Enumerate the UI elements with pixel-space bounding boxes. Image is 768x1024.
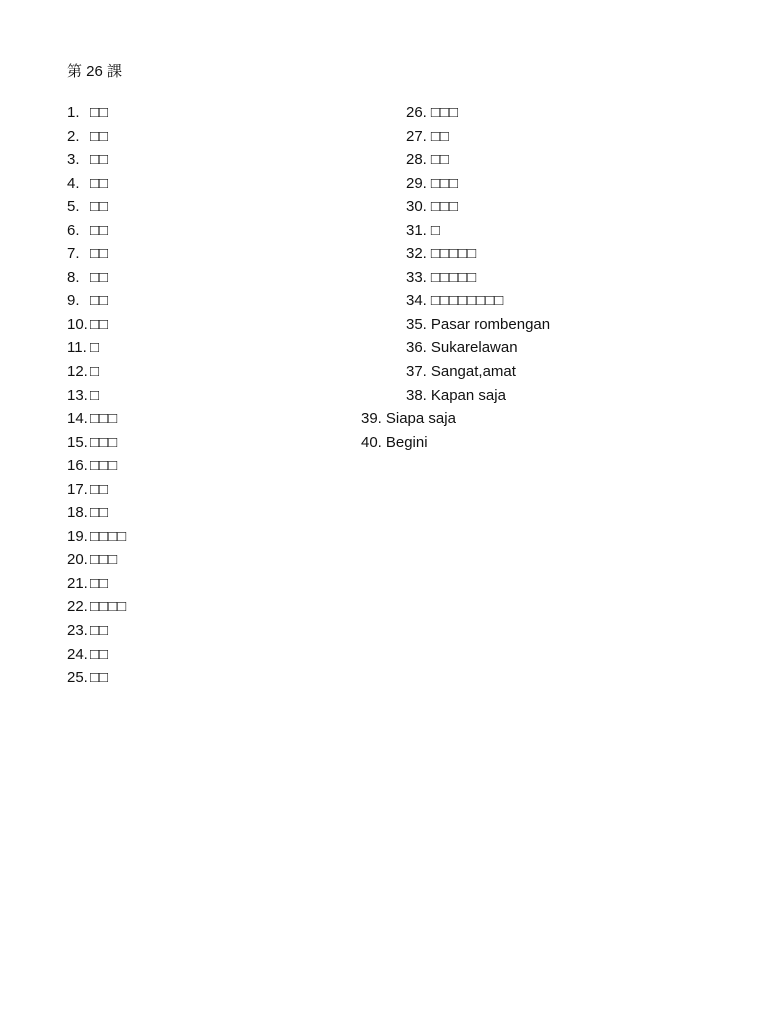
vocab-item-text: □□□□□ (430, 268, 477, 286)
vocab-item-text: □□ (90, 198, 109, 216)
vocab-item-text: □□ (90, 480, 109, 498)
vocab-item (406, 266, 550, 290)
vocab-item-text: □□ (90, 622, 109, 640)
vocab-item-text: □ (90, 363, 100, 381)
vocab-item-number: 1. (67, 104, 80, 121)
vocab-item (67, 525, 126, 549)
vocab-item-text: □□ (90, 104, 109, 121)
vocab-item (361, 431, 456, 455)
vocab-item-number: 37. (406, 363, 427, 381)
vocab-item (406, 172, 550, 196)
vocab-item-number: 19. (67, 527, 88, 545)
vocab-item-text: □ (90, 339, 100, 357)
vocab-item (406, 219, 550, 243)
vocab-item (67, 219, 126, 243)
vocab-item-text: □□□ (90, 457, 118, 475)
vocab-item-number: 30. (406, 198, 427, 216)
vocab-item (406, 148, 550, 172)
vocab-item-text: □□ (90, 127, 109, 145)
vocab-item (406, 125, 550, 149)
vocab-item-number: 6. (67, 221, 80, 239)
vocab-item-text: Begini (385, 433, 428, 451)
vocab-item-number: 17. (67, 480, 88, 498)
vocab-item (406, 289, 550, 313)
vocab-item (67, 454, 126, 478)
vocab-item (406, 313, 550, 337)
vocab-item (67, 384, 126, 408)
vocab-item (67, 242, 126, 266)
vocab-item (406, 242, 550, 266)
vocab-item-number: 8. (67, 268, 80, 286)
vocab-item-number: 14. (67, 410, 88, 428)
vocab-item-text: □□ (90, 504, 109, 522)
vocab-item-text: Sukarelawan (430, 339, 518, 357)
vocab-item (67, 195, 126, 219)
vocab-item-text: □□□ (430, 198, 459, 216)
vocab-item-text: □□ (430, 151, 449, 169)
vocab-item-number: 12. (67, 363, 88, 381)
vocab-item (67, 125, 126, 149)
vocab-item-number: 33. (406, 268, 427, 286)
vocab-item (67, 478, 126, 502)
vocab-list-left (67, 101, 126, 690)
vocab-item (67, 407, 126, 431)
vocab-item-text: □□□□□ (430, 245, 477, 263)
vocab-item-text: □ (430, 221, 440, 239)
vocab-item-number: 24. (67, 645, 88, 663)
vocab-item-number: 16. (67, 457, 88, 475)
vocab-item-text: □□ (90, 268, 109, 286)
vocab-item (361, 407, 456, 431)
vocab-item-text: □□ (90, 669, 109, 687)
vocab-item-text: □ (90, 386, 100, 404)
vocab-item (406, 336, 550, 360)
vocab-item-number: 20. (67, 551, 88, 569)
vocab-item (67, 336, 126, 360)
vocab-item-number: 11. (67, 339, 87, 357)
vocab-item-text: Sangat,amat (430, 363, 516, 381)
vocab-item (406, 360, 550, 384)
vocab-item (67, 360, 126, 384)
vocab-item-number: 40. (361, 433, 382, 451)
lesson-heading: 第 26 課 (67, 63, 123, 80)
vocab-list-right (406, 101, 550, 407)
vocab-item-number: 38. (406, 386, 427, 404)
vocab-item-number: 3. (67, 151, 80, 169)
vocab-item (406, 384, 550, 408)
vocab-item-number: 26. (406, 104, 427, 121)
vocab-item-text: □□ (90, 221, 109, 239)
vocab-item-number: 36. (406, 339, 427, 357)
vocab-item-number: 18. (67, 504, 88, 522)
vocab-item-number: 22. (67, 598, 88, 616)
vocab-item-text: Siapa saja (385, 410, 456, 427)
vocab-item (406, 195, 550, 219)
vocab-item-number: 23. (67, 622, 88, 640)
vocab-item-text: □□ (90, 174, 109, 192)
vocab-item (67, 619, 126, 643)
vocab-item (67, 148, 126, 172)
vocab-item (67, 172, 126, 196)
vocab-item-text: □□ (90, 315, 109, 333)
vocab-item (67, 501, 126, 525)
vocab-item-number: 34. (406, 292, 427, 310)
vocab-item-number: 32. (406, 245, 427, 263)
vocab-item-number: 28. (406, 151, 427, 169)
vocab-item-text: □□□□ (90, 598, 127, 616)
vocab-item-text: □□ (90, 645, 109, 663)
vocab-item-number: 4. (67, 174, 80, 192)
vocab-item (67, 548, 126, 572)
vocab-item (67, 101, 126, 125)
vocab-item-number: 7. (67, 245, 80, 263)
vocab-item-number: 2. (67, 127, 80, 145)
vocab-item-number: 39. (361, 410, 382, 427)
vocab-item-number: 5. (67, 198, 80, 216)
vocab-item-text: □□□ (430, 104, 459, 121)
vocab-item (67, 572, 126, 596)
vocab-item-number: 15. (67, 433, 88, 451)
vocab-item (67, 595, 126, 619)
vocab-item-text: □□ (90, 151, 109, 169)
vocab-list-extra (361, 407, 456, 454)
vocab-item-text: □□ (430, 127, 449, 145)
vocab-item (67, 289, 126, 313)
vocab-item (67, 431, 126, 455)
vocab-item-number: 13. (67, 386, 88, 404)
vocab-item (67, 313, 126, 337)
vocab-item-text: □□ (90, 292, 109, 310)
vocab-item-number: 9. (67, 292, 80, 310)
vocab-item-text: □□□ (90, 410, 118, 428)
vocab-item (406, 101, 550, 125)
vocab-item-text: □□ (90, 245, 109, 263)
vocab-item-text: Pasar rombengan (430, 315, 551, 333)
vocab-item-text: □□□ (430, 174, 459, 192)
vocab-item-text: □□□ (90, 433, 118, 451)
vocab-item-text: □□□□□□□□ (430, 292, 504, 310)
vocab-item (67, 666, 126, 690)
vocab-item-number: 25. (67, 669, 88, 687)
vocab-item-text: □□□ (90, 551, 118, 569)
vocab-item-text: □□□□ (90, 527, 127, 545)
vocab-item (67, 643, 126, 667)
vocab-item-text: □□ (90, 574, 109, 592)
vocab-item-number: 29. (406, 174, 427, 192)
vocab-item-number: 10. (67, 315, 88, 333)
vocab-item-text: Kapan saja (430, 386, 506, 404)
vocab-item-number: 27. (406, 127, 427, 145)
vocab-item-number: 35. (406, 315, 427, 333)
vocab-item (67, 266, 126, 290)
vocab-item-number: 21. (67, 574, 88, 592)
vocab-item-number: 31. (406, 221, 427, 239)
